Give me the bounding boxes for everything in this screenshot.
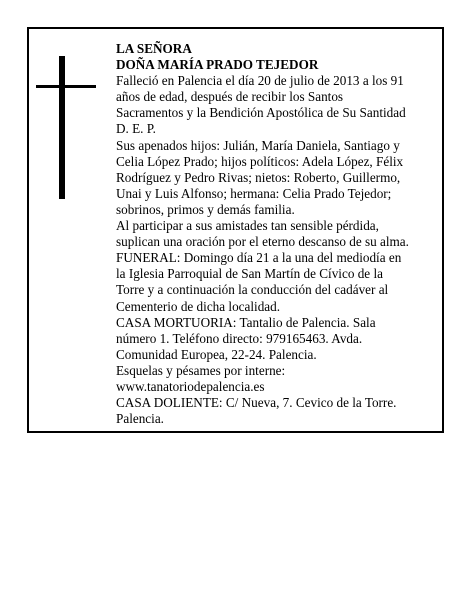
mourning-house-line: CASA DOLIENTE: C/ Nueva, 7. Cevico de la Torre. xyxy=(116,395,397,411)
death-statement-line: Falleció en Palencia el día 20 de julio de 2013 a los 91 xyxy=(116,73,404,89)
funeral-line: FUNERAL: Domingo día 21 a la una del mediodía en xyxy=(116,250,402,266)
rip-line: D. E. P. xyxy=(116,121,156,137)
funeral-line: Torre y a continuación la conducción del cadáver al xyxy=(116,282,389,298)
family-line: Rodríguez y Pedro Rivas; nietos: Roberto, Guillermo, xyxy=(116,169,401,185)
mortuary-line: Comunidad Europea, 22-24. Palencia. xyxy=(116,346,317,362)
family-line: Celia López Prado; hijos políticos: Adela López, Félix xyxy=(116,153,404,169)
family-line: Sus apenados hijos: Julián, María Daniela, Santiago y xyxy=(116,137,400,153)
obituary-notice xyxy=(27,27,444,433)
request-line: suplican una oración por el eterno descanso de su alma. xyxy=(116,234,409,250)
mortuary-line: número 1. Teléfono directo: 979165463. Avda. xyxy=(116,330,363,346)
title-line: LA SEÑORA xyxy=(116,41,192,56)
mourning-house-line: Palencia. xyxy=(116,411,164,427)
funeral-line: Cementerio de dicha localidad. xyxy=(116,298,281,314)
family-line: Unai y Luis Alfonso; hermana: Celia Prado Tejedor; xyxy=(116,185,392,201)
notice-text xyxy=(116,41,416,427)
cross-horizontal-bar xyxy=(36,85,96,88)
death-statement-line: años de edad, después de recibir los Santos xyxy=(116,89,344,105)
condolences-line: Esquelas y pésames por interne: xyxy=(116,362,286,378)
family-line: sobrinos, primos y demás familia. xyxy=(116,201,295,217)
website-link[interactable]: www.tanatoriodepalencia.es xyxy=(116,378,265,394)
cross-vertical-bar xyxy=(59,56,65,199)
request-line: Al participar a sus amistades tan sensible pérdida, xyxy=(116,218,379,234)
mortuary-line: CASA MORTUORIA: Tantalio de Palencia. Sala xyxy=(116,314,376,330)
death-statement-line: Sacramentos y la Bendición Apostólica de Su Santidad xyxy=(116,105,406,121)
cross-icon xyxy=(29,29,129,209)
funeral-line: la Iglesia Parroquial de San Martín de Cívico de la xyxy=(116,266,383,282)
deceased-name: DOÑA MARÍA PRADO TEJEDOR xyxy=(116,57,319,73)
